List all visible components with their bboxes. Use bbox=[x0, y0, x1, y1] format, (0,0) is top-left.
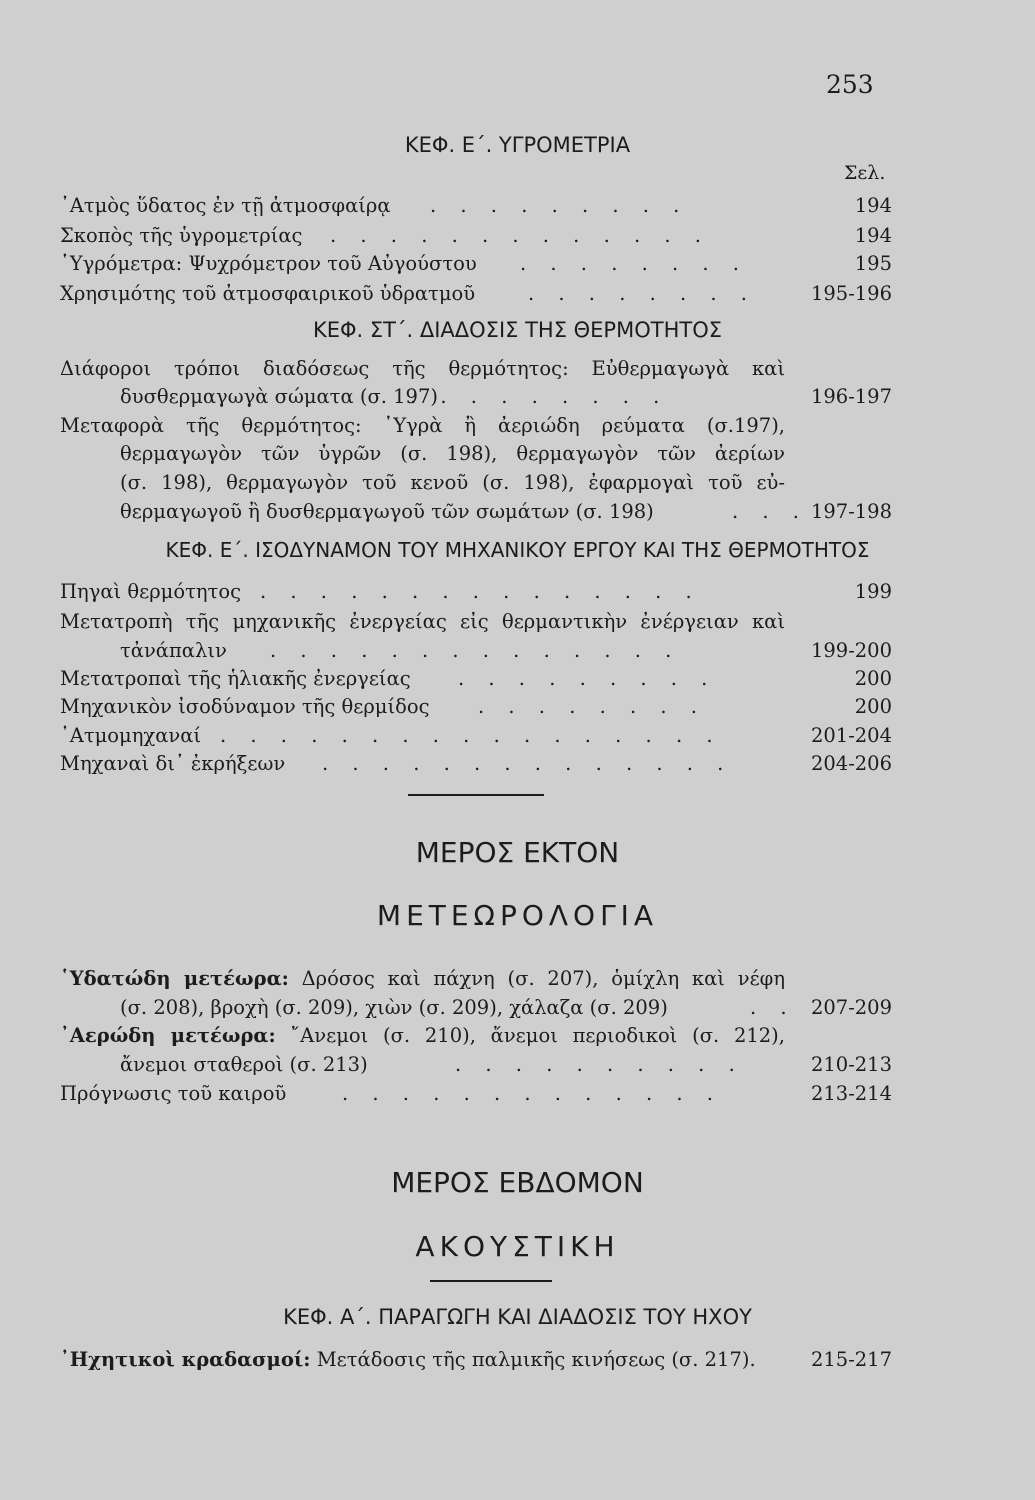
part-title-six: ΜΕΡΟΣ ΕΚΤΟΝ bbox=[415, 836, 620, 869]
toc-entry-page: 194 bbox=[854, 194, 892, 217]
toc-entry-text: Σκοπὸς τῆς ὑγρομετρίας bbox=[60, 224, 303, 247]
toc-entry-text: (σ. 208), βροχὴ (σ. 209), χιὼν (σ. 209), χάλαζα (σ. 209) bbox=[120, 996, 668, 1019]
toc-entry bbox=[60, 994, 892, 1022]
toc-entry-text: Μετατροπαὶ τῆς ἡλιακῆς ἐνεργείας bbox=[60, 667, 411, 690]
toc-entry-text bbox=[60, 1346, 756, 1374]
toc-entry-text-rest: ῎Ανεμοι (σ. 210), ἄνεμοι περιοδικοὶ (σ. 212), bbox=[290, 1024, 785, 1047]
toc-entry-page: 200 bbox=[854, 667, 892, 690]
toc-entry-line bbox=[60, 965, 892, 993]
toc-entry-text bbox=[60, 1022, 785, 1050]
leader-dots: . . . . . . . . bbox=[478, 695, 706, 718]
toc-entry bbox=[60, 192, 892, 220]
toc-entry-line bbox=[60, 440, 892, 468]
toc-entry-text: Μηχανικὸν ἰσοδύναμον τῆς θερμίδος bbox=[60, 695, 430, 718]
section-divider bbox=[408, 794, 544, 796]
toc-entry-text: θερμαγωγὸν τῶν ὑγρῶν (σ. 198), θερμαγωγὸν τῶν ἀερίων bbox=[120, 442, 785, 465]
toc-entry-page: 215-217 bbox=[810, 1348, 892, 1371]
toc-entry-line bbox=[60, 469, 892, 497]
toc-entry bbox=[60, 250, 892, 278]
section-divider bbox=[430, 1280, 552, 1282]
leader-dots: . . . . . . . . . . . . . . . bbox=[260, 580, 701, 603]
toc-entry-page: 199-200 bbox=[810, 639, 892, 662]
toc-entry bbox=[60, 693, 892, 721]
toc-entry-text: Μηχαναὶ δι᾿ ἐκρήξεων bbox=[60, 752, 286, 775]
part-subtitle-acoustics: ΑΚΟΥΣΤΙΚΗ bbox=[415, 1230, 620, 1263]
toc-entry bbox=[60, 637, 892, 665]
toc-entry-page: 207-209 bbox=[810, 996, 892, 1019]
toc-entry-page: 201-204 bbox=[810, 724, 892, 747]
toc-entry-page: 204-206 bbox=[810, 752, 892, 775]
toc-entry-text: Μετατροπὴ τῆς μηχανικῆς ἐνεργείας εἰς θερμαντικὴν ἐνέργειαν καὶ bbox=[60, 610, 785, 633]
chapter-heading-sound: ΚΕΦ. Α΄. ΠΑΡΑΓΩΓΗ ΚΑΙ ΔΙΑΔΟΣΙΣ ΤΟΥ ΗΧΟΥ bbox=[283, 1305, 752, 1329]
toc-entry bbox=[60, 280, 892, 308]
toc-entry-page: 210-213 bbox=[810, 1053, 892, 1076]
page-number: 253 bbox=[826, 70, 874, 99]
toc-entry bbox=[60, 383, 892, 411]
chapter-heading-hygrometry: ΚΕΦ. Ε΄. ΥΓΡΟΜΕΤΡΙΑ bbox=[404, 133, 631, 157]
toc-entry-text-rest: Δρόσος καὶ πάχνη (σ. 207), ὁμίχλη καὶ νέφη bbox=[301, 967, 786, 990]
toc-entry bbox=[60, 222, 892, 250]
toc-entry-text-rest: Μετάδοσις τῆς παλμικῆς κινήσεως (σ. 217). bbox=[316, 1348, 756, 1371]
toc-entry-text: δυσθερμαγωγὰ σώματα (σ. 197) bbox=[120, 385, 438, 408]
leader-dots: . . . . . . . . . . . . . . . . . bbox=[220, 724, 722, 747]
toc-entry-page: 196-197 bbox=[810, 385, 892, 408]
toc-entry-text: Χρησιμότης τοῦ ἀτμοσφαιρικοῦ ὑδρατμοῦ bbox=[60, 282, 476, 305]
leader-dots: . . . . . . . . . bbox=[410, 385, 669, 408]
toc-entry-line bbox=[60, 412, 892, 440]
part-subtitle-meteorology: ΜΕΤΕΩΡΟΛΟΓΙΑ bbox=[376, 899, 659, 932]
toc-entry bbox=[60, 1051, 892, 1079]
toc-entry bbox=[60, 722, 892, 750]
leader-dots: . . . . . . . . . . . . . . bbox=[270, 639, 681, 662]
chapter-heading-mechanical-equivalent: ΚΕΦ. Ε΄. ΙΣΟΔΥΝΑΜΟΝ ΤΟΥ ΜΗΧΑΝΙΚΟΥ ΕΡΓΟΥ ΚΑΙ ΤΗΣ ΘΕΡΜΟΤΗΤΟΣ bbox=[165, 538, 870, 562]
toc-entry-text: Πηγαὶ θερμότητος bbox=[60, 580, 241, 603]
toc-entry-page: 200 bbox=[854, 695, 892, 718]
toc-entry bbox=[60, 578, 892, 606]
toc-entry-text: ῾Υγρόμετρα: Ψυχρόμετρον τοῦ Αὐγούστου bbox=[60, 252, 477, 275]
toc-entry-term: ῾Υδατώδη μετέωρα: bbox=[60, 967, 289, 990]
leader-dots: . . . . . . . . . bbox=[458, 667, 717, 690]
leader-dots: . . . . . . . . bbox=[528, 282, 756, 305]
toc-entry-line bbox=[60, 1022, 892, 1050]
chapter-heading-heat-propagation: ΚΕΦ. ΣΤ΄. ΔΙΑΔΟΣΙΣ ΤΗΣ ΘΕΡΜΟΤΗΤΟΣ bbox=[312, 318, 722, 342]
leader-dots: . . . . . . . . . bbox=[430, 194, 689, 217]
toc-entry bbox=[60, 1080, 892, 1108]
toc-entry-text: θερμαγωγοῦ ἢ δυσθερμαγωγοῦ τῶν σωμάτων (σ. 198) bbox=[120, 500, 654, 523]
leader-dots: . . . . . . . . . . bbox=[455, 1053, 744, 1076]
toc-entry-text: Πρόγνωσις τοῦ καιροῦ bbox=[60, 1082, 287, 1105]
toc-entry-text: ἄνεμοι σταθεροὶ (σ. 213) bbox=[120, 1053, 368, 1076]
toc-entry-text: ᾿Ατμὸς ὕδατος ἐν τῇ ἀτμοσφαίρᾳ bbox=[60, 194, 391, 217]
toc-entry-term: ᾿Αερώδη μετέωρα: bbox=[60, 1024, 276, 1047]
toc-entry-term: ᾿Ηχητικοὶ κραδασμοί: bbox=[60, 1348, 311, 1371]
toc-entry-line bbox=[60, 608, 892, 636]
toc-entry-text: Διάφοροι τρόποι διαδόσεως τῆς θερμότητος: Εὐθερμαγωγὰ καὶ bbox=[60, 357, 785, 380]
page-column-label: Σελ. bbox=[844, 162, 886, 184]
toc-entry-text: (σ. 198), θερμαγωγὸν τοῦ κενοῦ (σ. 198), ἐφαρμογαὶ τοῦ εὐ- bbox=[120, 471, 785, 494]
toc-entry-page: 195 bbox=[854, 252, 892, 275]
toc-entry-text: Μεταφορὰ τῆς θερμότητος: ῾Υγρὰ ἢ ἀεριώδη ρεύματα (σ.197), bbox=[60, 414, 785, 437]
leader-dots: . . . . . . . . . . . . . bbox=[342, 1082, 722, 1105]
toc-entry-text bbox=[60, 965, 785, 993]
toc-entry bbox=[60, 665, 892, 693]
toc-entry-line bbox=[60, 355, 892, 383]
leader-dots: . . . . . . . . . . . . . . bbox=[322, 752, 733, 775]
toc-entry-page: 195-196 bbox=[810, 282, 892, 305]
toc-entry-page: 194 bbox=[854, 224, 892, 247]
toc-entry-text: τἀνάπαλιν bbox=[120, 639, 227, 662]
toc-entry-page: 213-214 bbox=[810, 1082, 892, 1105]
leader-dots: . . . bbox=[750, 996, 826, 1019]
leader-dots: . . . bbox=[732, 500, 808, 523]
toc-entry-page: 197-198 bbox=[810, 500, 892, 523]
toc-entry-page: 199 bbox=[854, 580, 892, 603]
leader-dots: . . . . . . . . . . . . . bbox=[330, 224, 710, 247]
toc-entry bbox=[60, 750, 892, 778]
toc-entry bbox=[60, 1346, 892, 1374]
part-title-seven: ΜΕΡΟΣ ΕΒΔΟΜΟΝ bbox=[391, 1166, 644, 1199]
toc-entry bbox=[60, 498, 892, 526]
toc-entry-text: ᾿Ατμομηχαναί bbox=[60, 724, 202, 747]
leader-dots: . . . . . . . . bbox=[520, 252, 748, 275]
